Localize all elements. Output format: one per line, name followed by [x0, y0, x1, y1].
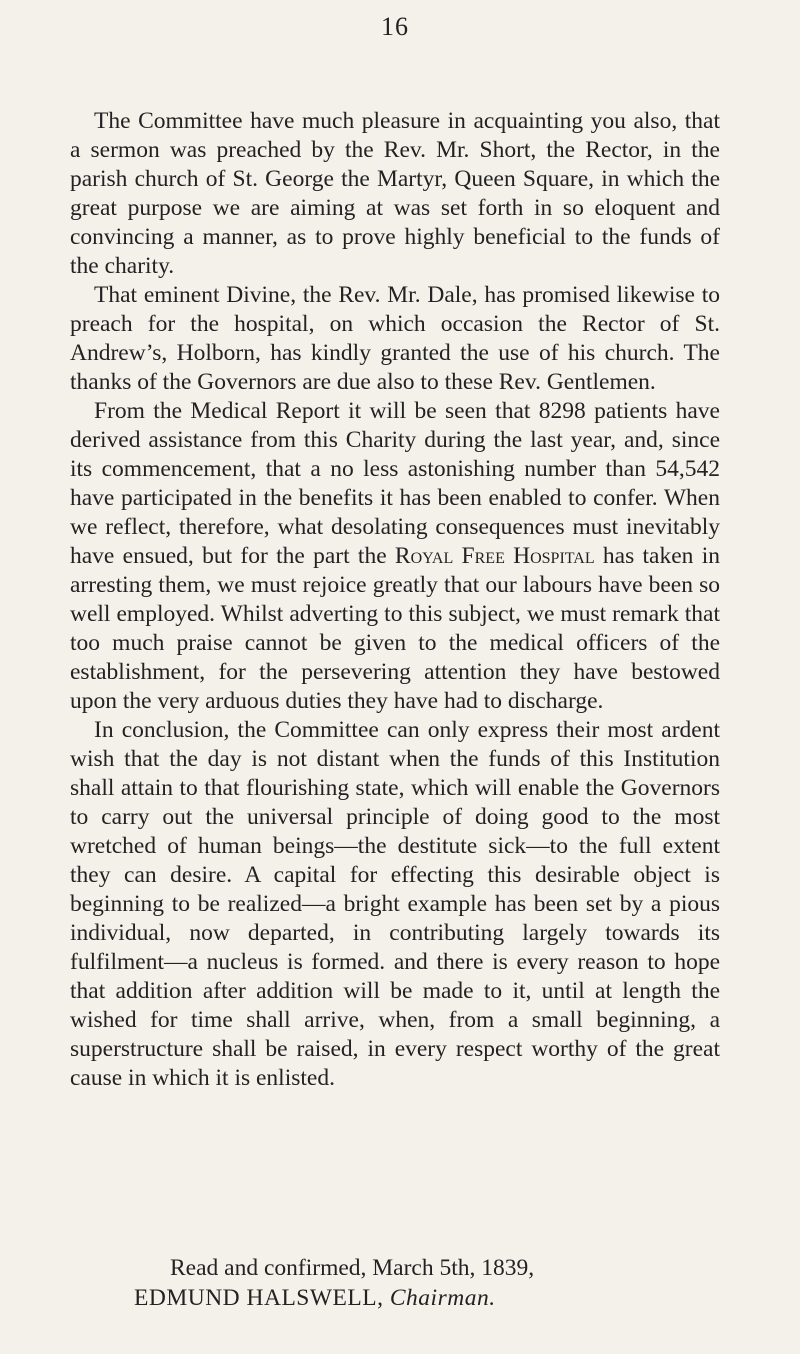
hospital-name-small-caps: Royal Free Hospital: [394, 543, 595, 569]
signature-line: [134, 1283, 720, 1313]
paragraph-medical-report: [70, 397, 720, 716]
paragraph-conclusion: In conclusion, the Committee can only express their most ardent wish that the day is not distant when the funds of this Institution shall attain to that flourishing state, which will enable the Governors to carry out the universal principle of doing good to the most wretched of human beings—the destitute sick—to the full extent they can desire. A capital for effecting this desirable object is beginning to be realized—a bright example has been set by a pious individual, now departed, in contributing largely towards its fulfilment—a nucleus is formed. and there is every reason to hope that addition after addition will be made to it, until at length the wished for time shall arrive, when, from a small beginning, a superstructure shall be raised, in every respect worthy of the great cause in which it is enlisted.: [70, 717, 720, 1091]
paragraph-divine: That eminent Divine, the Rev. Mr. Dale, has promised likewise to preach for the hospital, on which occasion the Rector of St. Andrew’s, Holborn, has kindly granted the use of his church. The thanks of the Governors are due also to these Rev. Gentlemen.: [70, 282, 720, 395]
page-number: 16: [381, 12, 409, 41]
body-text: [70, 107, 720, 1093]
read-confirmed-line: Read and confirmed, March 5th, 1839,: [170, 1255, 535, 1281]
signatory-role: Chairman.: [389, 1285, 496, 1311]
paragraph-medical-report-part-2: has taken in arresting them, we must rejoice greatly that our labours have been so well employed. Whilst adverting to this subject, we must remark that too much praise cannot be given to the medical officers of the establishment, for the persevering attention they have bestowed upon the very arduous duties they have had to discharge.: [70, 543, 720, 714]
paragraph-sermon: The Committee have much pleasure in acquainting you also, that a sermon was preached by the Rev. Mr. Short, the Rector, in the parish church of St. George the Martyr, Queen Square, in which the great purpose we are aiming at was set forth in so eloquent and convincing a manner, as to prove highly beneficial to the funds of the charity.: [70, 108, 720, 279]
paragraph-medical-report-part-1: From the Medical Report it will be seen that 8298 patients have derived assistance from this Charity during the last year, and, since its commencement, that a no less astonishing number than 54,542 have participated in the benefits it has been enabled to confer. When we reflect, therefore, what desolating consequences must inevitably have ensued, but for the part the: [70, 398, 720, 569]
signatory-name: EDMUND HALSWELL,: [134, 1285, 384, 1311]
closing-block: [70, 1253, 720, 1313]
